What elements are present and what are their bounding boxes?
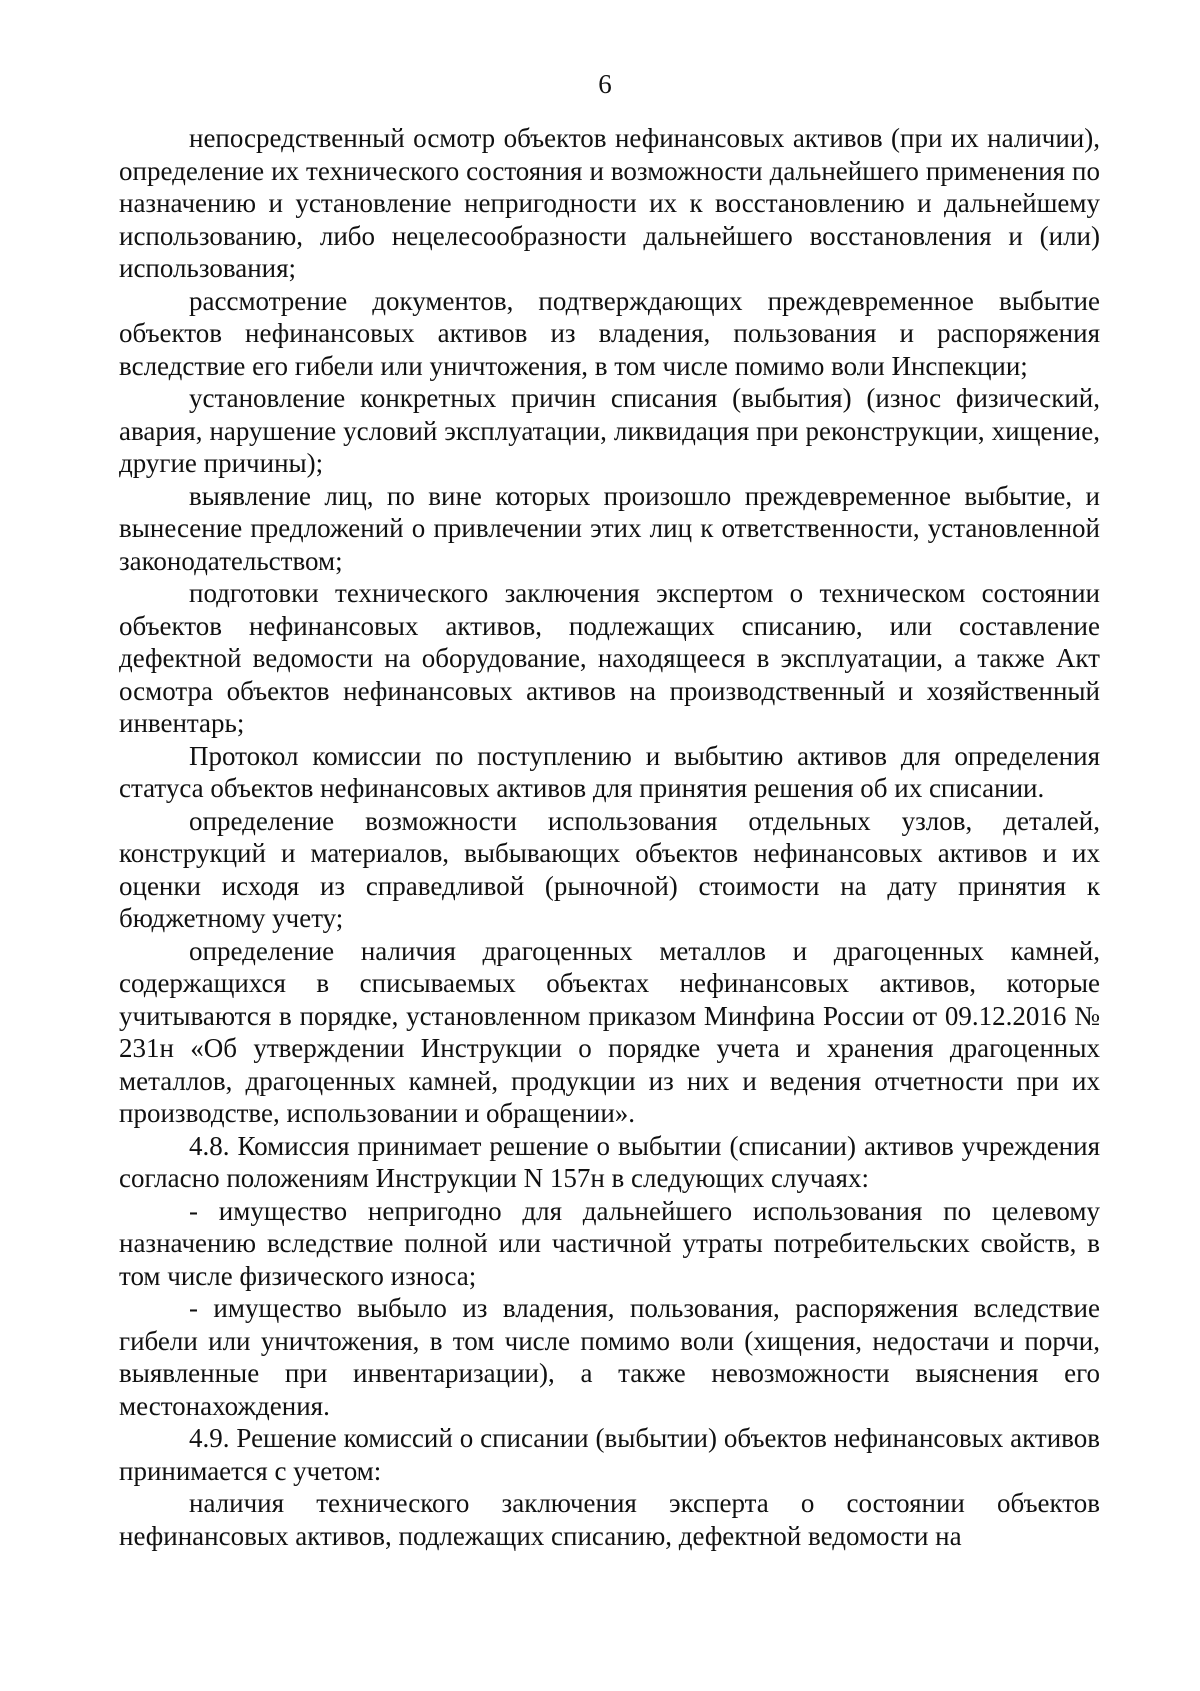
paragraph-commission-protocol: Протокол комиссии по поступлению и выбытию активов для определения статуса объектов нефинансовых активов для принятия решения об их списании. (119, 740, 1100, 803)
paragraph-case-unusable: - имущество непригодно для дальнейшего использования по целевому назначению вследствие полной или частичной утраты потребительских свойств, в том числе физического износа; (119, 1195, 1100, 1291)
paragraph-precious-metals: определение наличия драгоценных металлов и драгоценных камней, содержащихся в списываемых объектах нефинансовых активов, которые учитываются в порядке, установленном приказом Минфина России от 09.12.2016 № 231н «Об утверждении Инструкции о порядке учета и хранения драгоценных металлов, драгоценных камней, продукции из них и ведения отчетности при их производстве, использовании и обращении». (119, 935, 1100, 1128)
paragraph-expert-conclusion: наличия технического заключения эксперта о состоянии объектов нефинансовых активов, подлежащих списанию, дефектной ведомости на (119, 1488, 1100, 1551)
document-body (119, 122, 1100, 1552)
paragraph-responsible-persons: выявление лиц, по вине которых произошло преждевременное выбытие, и вынесение предложений о привлечении этих лиц к ответственности, установленной законодательством; (119, 480, 1100, 576)
paragraph-case-lost: - имущество выбыло из владения, пользования, распоряжения вследствие гибели или уничтожения, в том числе помимо воли (хищения, недостачи и порчи, выявленные при инвентаризации), а также невозможности выяснения его местонахождения. (119, 1293, 1100, 1421)
paragraph-inspection: непосредственный осмотр объектов нефинансовых активов (при их наличии), определение их технического состояния и возможности дальнейшего применения по назначению и установление непригодности их к восстановлению и дальнейшему использованию, либо нецелесообразности дальнейшего восстановления и (или) использования; (119, 123, 1100, 283)
page-number: 6 (598, 69, 612, 99)
paragraph-parts-usage: определение возможности использования отдельных узлов, деталей, конструкций и материалов, выбывающих объектов нефинансовых активов и их оценки исходя из справедливой (рыночной) стоимости на дату принятия к бюджетному учету; (119, 805, 1100, 933)
paragraph-writeoff-reasons: установление конкретных причин списания (выбытия) (износ физический, авария, нарушение условий эксплуатации, ликвидация при реконструкции, хищение, другие причины); (119, 383, 1100, 478)
paragraph-section-4-8: 4.8. Комиссия принимает решение о выбытии (списании) активов учреждения согласно положениям Инструкции N 157н в следующих случаях: (119, 1130, 1100, 1193)
paragraph-section-4-9: 4.9. Решение комиссий о списании (выбытии) объектов нефинансовых активов принимается с учетом: (119, 1423, 1100, 1486)
paragraph-technical-conclusion: подготовки технического заключения экспертом о техническом состоянии объектов нефинансовых активов, подлежащих списанию, или составление дефектной ведомости на оборудование, находящееся в эксплуатации, а также Акт осмотра объектов нефинансовых активов на производственный и хозяйственный инвентарь; (119, 578, 1100, 738)
paragraph-documents-review: рассмотрение документов, подтверждающих преждевременное выбытие объектов нефинансовых активов из владения, пользования и распоряжения вследствие его гибели или уничтожения, в том числе помимо воли Инспекции; (119, 285, 1100, 381)
